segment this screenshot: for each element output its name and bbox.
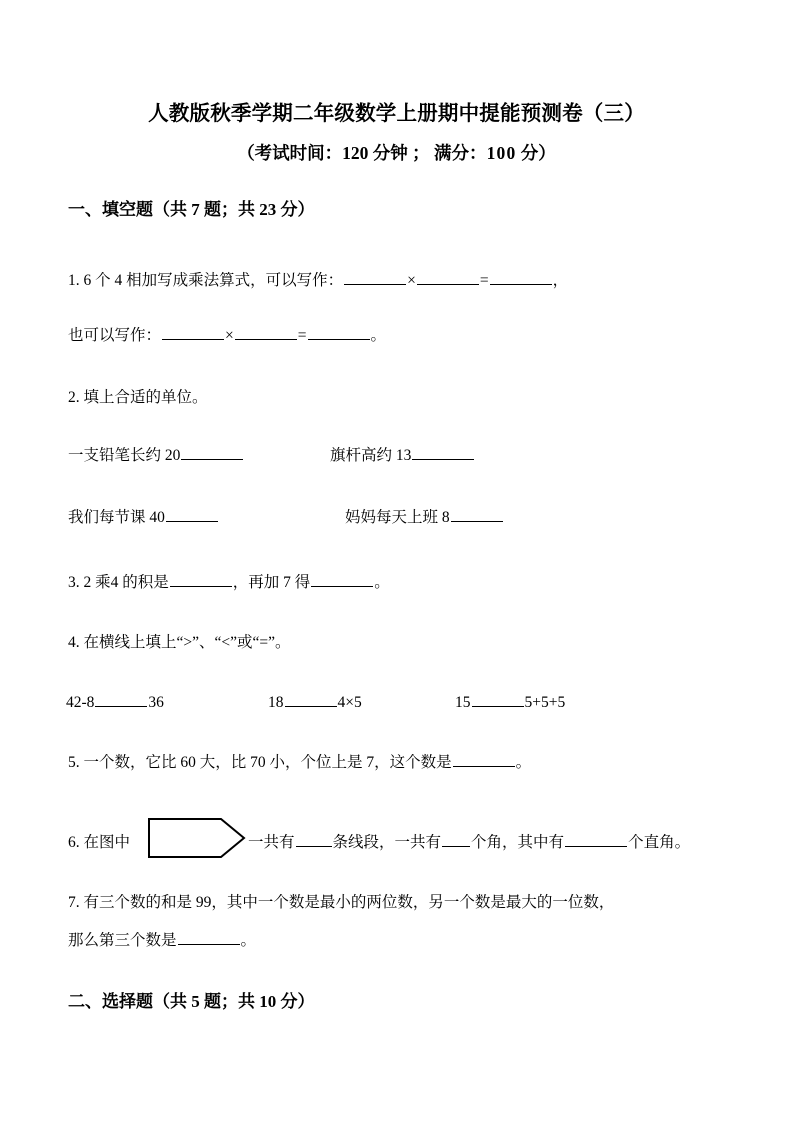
q1-blank-1[interactable]: [344, 270, 406, 285]
q2-item3-label: 我们每节课 40: [68, 509, 165, 526]
q3-blank-2[interactable]: [311, 572, 373, 587]
q6-seg-3: 个角，其中有: [471, 834, 565, 852]
q5-text: 5. 一个数，它比 60 大，比 70 小，个位上是 7，这个数是: [68, 754, 452, 771]
q4-cmp1-left: 42-8: [66, 694, 95, 711]
question-7-line-2: [68, 928, 256, 954]
question-4-comparison-1: [66, 690, 164, 716]
q6-seg-4: 个直角。: [628, 834, 691, 852]
q7-blank-1[interactable]: [178, 930, 240, 945]
q7-line2-prefix: 那么第三个数是: [68, 932, 177, 949]
q1-blank-4[interactable]: [162, 325, 224, 340]
q1-blank-2[interactable]: [417, 270, 479, 285]
q1-equals-1: =: [479, 272, 489, 289]
q6-seg-1: 一共有: [248, 834, 295, 852]
section-heading-fill-in-blank: 一、填空题（共 7 题；共 23 分）: [68, 200, 315, 219]
q4-blank-2[interactable]: [285, 692, 337, 707]
subtitle-prefix: （考试时间：120 分钟 ； 满分：: [237, 143, 487, 163]
q4-blank-3[interactable]: [472, 692, 524, 707]
q4-cmp2-right: 4×5: [337, 694, 362, 711]
q4-blank-1[interactable]: [95, 692, 147, 707]
q1-blank-5[interactable]: [235, 325, 297, 340]
exam-subtitle: [0, 140, 793, 166]
question-4-comparison-2: [268, 690, 362, 716]
section-heading-multiple-choice: 二、选择题（共 5 题；共 10 分）: [68, 992, 315, 1011]
q1-line2-prefix: 也可以写作：: [68, 327, 162, 344]
question-5: [68, 750, 531, 776]
q2-blank-2[interactable]: [412, 445, 474, 460]
question-4-stem: 4. 在横线上填上“>”、“<”或“=”。: [68, 634, 291, 651]
q1-line1-suffix: ，: [552, 272, 569, 289]
question-2-item-3: [68, 505, 219, 531]
q6-seg-2: 条线段，一共有: [332, 834, 442, 852]
q1-blank-3[interactable]: [490, 270, 552, 285]
q6-blank-3[interactable]: [565, 832, 627, 847]
q6-prefix: 6. 在图中: [68, 834, 131, 852]
q2-item1-label: 一支铅笔长约 20: [68, 447, 181, 464]
q1-times-1: ×: [407, 272, 416, 289]
question-1-line-2: [68, 323, 386, 349]
question-2-item-2: [330, 443, 475, 469]
pentagon-arrow-shape: [148, 817, 246, 868]
q1-prefix: 1. 6 个 4 相加写成乘法算式，可以写作：: [68, 272, 344, 289]
q6-blank-1[interactable]: [296, 832, 332, 847]
question-2-item-1: [68, 443, 244, 469]
q2-item2-label: 旗杆高约 13: [330, 447, 412, 464]
q1-equals-2: =: [297, 327, 307, 344]
q4-cmp3-right: 5+5+5: [524, 694, 566, 711]
q2-blank-3[interactable]: [166, 507, 218, 522]
q5-blank-1[interactable]: [453, 752, 515, 767]
q3-prefix: 3. 2 乘4 的积是: [68, 574, 169, 591]
subtitle-suffix: 分）: [516, 143, 556, 163]
question-2-item-4: [345, 505, 504, 531]
question-1-line-1: [68, 268, 568, 294]
q4-cmp1-right: 36: [148, 694, 164, 711]
subtitle-score: 100: [486, 143, 517, 163]
q2-blank-4[interactable]: [451, 507, 503, 522]
question-7-line-1: 7. 有三个数的和是 99，其中一个数是最小的两位数，另一个数是最大的一位数，: [68, 894, 615, 911]
q1-blank-6[interactable]: [308, 325, 370, 340]
q3-suffix: 。: [374, 574, 390, 591]
q7-line2-suffix: 。: [240, 932, 257, 949]
question-6: [68, 818, 690, 869]
q1-times-2: ×: [225, 327, 234, 344]
q4-cmp2-left: 18: [268, 694, 284, 711]
question-4-comparison-3: [455, 690, 565, 716]
q1-line2-suffix: 。: [370, 327, 387, 344]
q2-blank-1[interactable]: [181, 445, 243, 460]
question-2-stem: 2. 填上合适的单位。: [68, 389, 208, 406]
q4-cmp3-left: 15: [455, 694, 471, 711]
q5-suffix: 。: [515, 754, 532, 771]
q6-blank-2[interactable]: [442, 832, 470, 847]
q3-blank-1[interactable]: [170, 572, 232, 587]
page-title: 人教版秋季学期二年级数学上册期中提能预测卷（三）: [148, 103, 645, 125]
question-3: [68, 570, 390, 596]
q2-item4-label: 妈妈每天上班 8: [345, 509, 450, 526]
q3-middle: ，再加 7 得: [232, 574, 311, 591]
